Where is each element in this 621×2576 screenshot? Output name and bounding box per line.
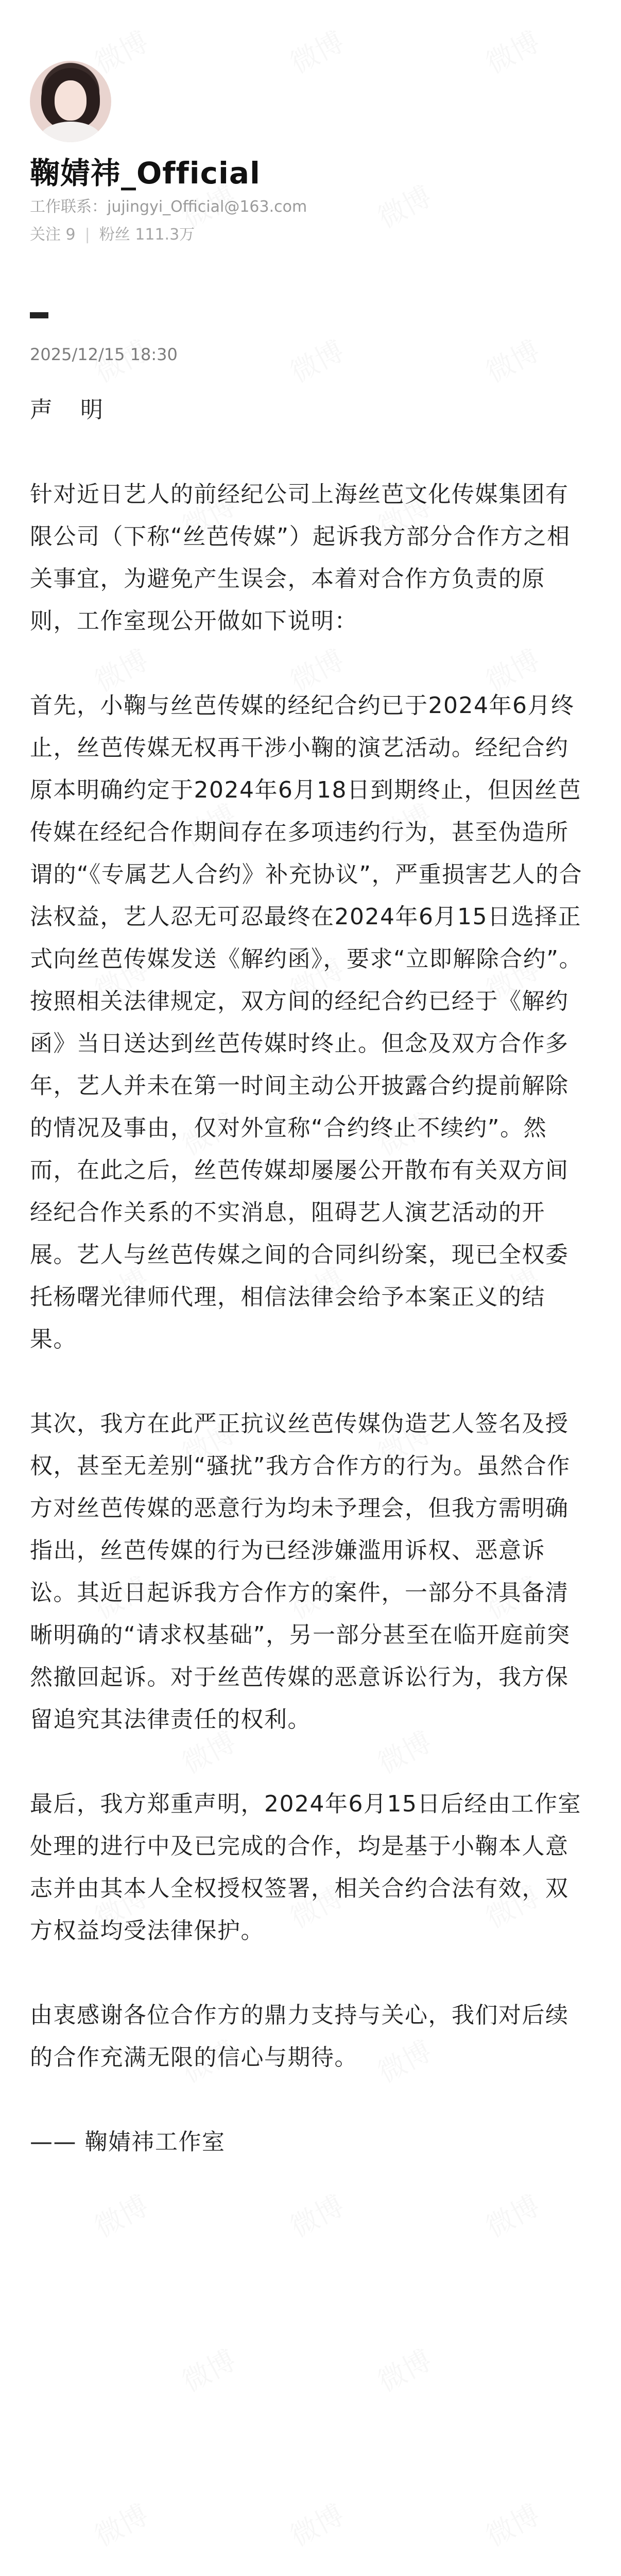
section-divider [30, 312, 48, 318]
paragraph-thanks: 由衷感谢各位合作方的鼎力支持与关心，我们对后续的合作充满无限的信心与期待。 [30, 2002, 569, 2071]
watermark-text [87, 2184, 154, 2245]
watermark-text [478, 2184, 546, 2245]
paragraph-second: 其次，我方在此严正抗议丝芭传媒伪造艺人签名及授权，甚至无差别“骚扰”我方合作方的行为。虽然合作方对丝芭传媒的恶意行为均未予理会，但我方需明确指出，丝芭传媒的行为已经涉嫌滥用诉权、恶意诉讼。其近日起诉我方合作方的案件，一部分不具备清晰明确的“请求权基础”，另一部分甚至在临开庭前突然撤回起诉。对于丝芭传媒的恶意诉讼行为，我方保留追究其法律责任的权利。 [30, 1411, 571, 1733]
paragraph-first: 首先，小鞠与丝芭传媒的经纪合约已于2024年6月终止，丝芭传媒无权再干涉小鞠的演艺活动。经纪合约原本明确约定于2024年6月18日到期终止，但因丝芭传媒在经纪合作期间存在多项违约行为，甚至伪造所谓的“《专属艺人合约》补充协议”，严重损害艺人的合法权益，艺人忍无可忍最终在2024年6月15日选择正式向丝芭传媒发送《解约函》，要求“立即解除合约”。按照相关法律规定，双方间的经纪合约已经于《解约函》当日送达到丝芭传媒时终止。但念及双方合作多年，艺人并未在第一时间主动公开披露合约提前解除的情况及事由，仅对外宣称“合约终止不续约”。然而，在此之后，丝芭传媒却屡屡公开散布有关双方间经纪合作关系的不实消息，阻碍艺人演艺活动的开展。艺人与丝芭传媒之间的合同纠纷案，现已全权委托杨曙光律师代理，相信法律会给予本案正义的结果。 [30, 692, 583, 1352]
watermark-text [87, 2493, 154, 2554]
watermark-text [370, 2338, 438, 2400]
following-count[interactable]: 关注 9 [30, 226, 76, 244]
avatar[interactable] [30, 61, 111, 142]
watermark-text [282, 2184, 350, 2245]
profile-name[interactable]: 鞠婧祎_Official [30, 156, 261, 191]
paragraph-intro: 针对近日艺人的前经纪公司上海丝芭文化传媒集团有限公司（下称“丝芭传媒”）起诉我方部分合作方之相关事宜，为避免产生误会，本着对合作方负责的原则，工作室现公开做如下说明： [30, 481, 571, 634]
post-content [30, 389, 591, 2163]
statement-title: 声 明 [30, 397, 113, 423]
profile-stats [30, 225, 591, 245]
post-date: 2025/12/15 18:30 [30, 345, 178, 364]
paragraph-third: 最后，我方郑重声明，2024年6月15日后经由工作室处理的进行中及已完成的合作，均是基于小鞠本人意志并由其本人全权授权签署，相关合约合法有效，双方权益均受法律保护。 [30, 1791, 581, 1944]
watermark-text [478, 2493, 546, 2554]
follower-count[interactable]: 粉丝 111.3万 [99, 226, 195, 244]
watermark-text [282, 329, 350, 391]
profile-contact: 工作联系：jujingyi_Official@163.com [30, 198, 307, 216]
stats-divider: | [84, 226, 90, 244]
watermark-text [174, 2338, 242, 2400]
signature: —— 鞠婧祎工作室 [30, 2129, 226, 2155]
profile-header [30, 61, 591, 245]
watermark-text [282, 2493, 350, 2554]
watermark-text [478, 329, 546, 391]
